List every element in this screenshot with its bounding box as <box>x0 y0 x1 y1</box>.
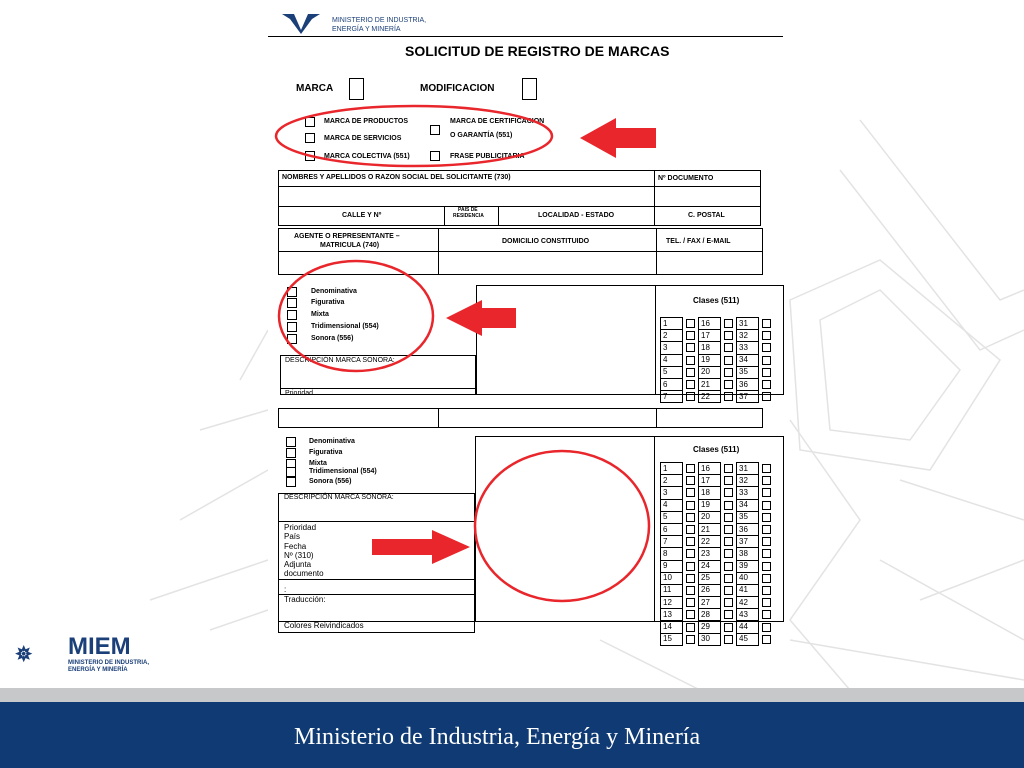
clases_rows_top-row <box>661 366 775 378</box>
clase-checkbox[interactable] <box>759 633 775 645</box>
miem-logo-icon <box>14 626 68 682</box>
clase-number: 25 <box>699 572 721 584</box>
clase-number: 41 <box>737 584 759 596</box>
clase-number: 18 <box>699 487 721 499</box>
prioridad-line-5: documento <box>284 569 324 578</box>
clase-checkbox[interactable] <box>759 621 775 633</box>
clase-checkbox[interactable] <box>683 318 699 330</box>
clase-number: 35 <box>737 366 759 378</box>
clases_rows_full-row <box>661 597 775 609</box>
clase-number: 20 <box>699 366 721 378</box>
clase-checkbox[interactable] <box>759 536 775 548</box>
clase-number: 18 <box>699 342 721 354</box>
clase-number: 17 <box>699 475 721 487</box>
clase-number: 7 <box>661 536 683 548</box>
clase-checkbox[interactable] <box>683 536 699 548</box>
ministry-logo-icon <box>282 14 320 34</box>
certificacion-label-2: O GARANTÍA (551) <box>450 132 513 139</box>
clase-checkbox[interactable] <box>721 463 737 475</box>
clase-number: 1 <box>661 463 683 475</box>
clase-number: 17 <box>699 330 721 342</box>
clase-checkbox[interactable] <box>759 366 775 378</box>
clase-number: 3 <box>661 487 683 499</box>
clase-checkbox[interactable] <box>721 318 737 330</box>
clase-number: 7 <box>661 391 683 403</box>
tel-label: TEL. / FAX / E-MAIL <box>666 238 731 245</box>
clase-checkbox[interactable] <box>759 342 775 354</box>
clase-checkbox[interactable] <box>759 463 775 475</box>
tridimensional-label-1: Tridimensional (554) <box>311 323 379 330</box>
clase-number: 28 <box>699 609 721 621</box>
certificacion-checkbox[interactable] <box>430 125 440 135</box>
colectiva-label: MARCA COLECTIVA (551) <box>324 153 410 160</box>
mixta-label-1: Mixta <box>311 311 329 318</box>
figurativa-checkbox-2[interactable] <box>286 448 296 458</box>
clase-number: 32 <box>737 330 759 342</box>
divider-table <box>278 408 763 428</box>
clase-checkbox[interactable] <box>683 597 699 609</box>
sonora-checkbox-1[interactable] <box>287 334 297 344</box>
clase-number: 34 <box>737 499 759 511</box>
clase-number: 37 <box>737 536 759 548</box>
prioridad-line-3: Nº (310) <box>284 551 314 560</box>
clase-number: 37 <box>737 391 759 403</box>
domicilio-label: DOMICILIO CONSTITUIDO <box>502 238 590 245</box>
clase-checkbox[interactable] <box>683 621 699 633</box>
clase-number: 1 <box>661 318 683 330</box>
clase-number: 34 <box>737 354 759 366</box>
denominativa-checkbox-1[interactable] <box>287 287 297 297</box>
postal-label: C. POSTAL <box>688 212 725 219</box>
clase-checkbox[interactable] <box>683 584 699 596</box>
clase-checkbox[interactable] <box>759 523 775 535</box>
clase-number: 30 <box>699 633 721 645</box>
clase-checkbox[interactable] <box>683 463 699 475</box>
sonora-label-1: Sonora (556) <box>311 335 354 342</box>
modificacion-checkbox[interactable] <box>522 78 537 100</box>
clase-number: 3 <box>661 342 683 354</box>
clase-number: 11 <box>661 584 683 596</box>
clase-number: 24 <box>699 560 721 572</box>
prioridad-line-0: Prioridad <box>284 523 317 532</box>
figurativa-label-2: Figurativa <box>309 449 343 456</box>
clase-number: 43 <box>737 609 759 621</box>
clase-checkbox[interactable] <box>721 378 737 390</box>
form-title: SOLICITUD DE REGISTRO DE MARCAS <box>405 43 670 59</box>
form-header-org-1: MINISTERIO DE INDUSTRIA, <box>332 17 427 24</box>
clase-checkbox[interactable] <box>683 487 699 499</box>
clase-number: 4 <box>661 499 683 511</box>
denominativa-checkbox-2[interactable] <box>286 437 296 447</box>
nombres-label: NOMBRES Y APELLIDOS O RAZON SOCIAL DEL SOLICITANTE (730) <box>282 174 511 181</box>
footer-stripe <box>0 688 1024 702</box>
clase-number: 10 <box>661 572 683 584</box>
clase-checkbox[interactable] <box>683 511 699 523</box>
certificacion-label-1: MARCA DE CERTIFICACION <box>450 118 545 125</box>
clases_rows_top-row <box>661 330 775 342</box>
clases_rows_top-row <box>661 318 775 330</box>
clase-checkbox[interactable] <box>721 560 737 572</box>
clases_rows_full-row <box>661 475 775 487</box>
clase-checkbox[interactable] <box>721 487 737 499</box>
clases_rows_full-row <box>661 487 775 499</box>
clase-checkbox[interactable] <box>759 391 775 403</box>
sonora-label-2: Sonora (556) <box>309 478 352 485</box>
prioridad-line-2: Fecha <box>284 542 307 551</box>
clases_rows_full-row <box>661 572 775 584</box>
clase-checkbox[interactable] <box>721 475 737 487</box>
frase-checkbox[interactable] <box>430 151 440 161</box>
clases_rows_top-row <box>661 378 775 390</box>
marca-checkbox[interactable] <box>349 78 364 100</box>
modificacion-label: MODIFICACION <box>420 83 495 94</box>
tridimensional-label-2: Tridimensional (554) <box>309 468 377 475</box>
clase-checkbox[interactable] <box>759 487 775 499</box>
agente-label-2: MATRICULA (740) <box>320 242 380 249</box>
clase-number: 42 <box>737 597 759 609</box>
clase-checkbox[interactable] <box>721 366 737 378</box>
productos-label: MARCA DE PRODUCTOS <box>324 118 409 125</box>
header-rule <box>268 36 783 37</box>
clases_rows_full-row <box>661 621 775 633</box>
clase-checkbox[interactable] <box>759 584 775 596</box>
clase-number: 33 <box>737 487 759 499</box>
clase-number: 35 <box>737 511 759 523</box>
clase-number: 40 <box>737 572 759 584</box>
clase-number: 36 <box>737 523 759 535</box>
clase-number: 13 <box>661 609 683 621</box>
clases_rows_full-row <box>661 499 775 511</box>
descripcion-label-2: DESCRIPCIÓN MARCA SONORA: <box>284 494 394 501</box>
denominativa-label-1: Denominativa <box>311 288 357 295</box>
clase-checkbox[interactable] <box>721 354 737 366</box>
clases-title-1: Clases (511) <box>693 296 740 305</box>
logo-subtitle <box>68 660 149 674</box>
clases_rows_full-row <box>661 511 775 523</box>
clases_rows_full-row <box>661 609 775 621</box>
clase-checkbox[interactable] <box>759 548 775 560</box>
clase-checkbox[interactable] <box>759 511 775 523</box>
clase-number: 6 <box>661 523 683 535</box>
clase-number: 32 <box>737 475 759 487</box>
servicios-label: MARCA DE SERVICIOS <box>324 135 402 142</box>
clase-checkbox[interactable] <box>759 354 775 366</box>
calle-label: CALLE Y Nº <box>342 212 382 219</box>
clase-checkbox[interactable] <box>759 318 775 330</box>
clase-checkbox[interactable] <box>721 499 737 511</box>
clase-checkbox[interactable] <box>683 609 699 621</box>
trademark-form <box>268 0 783 644</box>
sonora-checkbox-2[interactable] <box>286 477 296 487</box>
clase-number: 5 <box>661 511 683 523</box>
clases_rows_top-row <box>661 342 775 354</box>
logo-subtitle-line-1: MINISTERIO DE INDUSTRIA, <box>68 660 150 666</box>
clases_rows_full-row <box>661 523 775 535</box>
clase-checkbox[interactable] <box>759 597 775 609</box>
clase-checkbox[interactable] <box>683 475 699 487</box>
clase-number: 4 <box>661 354 683 366</box>
clases_rows_full-row <box>661 560 775 572</box>
clase-checkbox[interactable] <box>683 354 699 366</box>
clase-number: 22 <box>699 536 721 548</box>
clase-number: 15 <box>661 633 683 645</box>
clase-checkbox[interactable] <box>683 633 699 645</box>
clase-number: 16 <box>699 463 721 475</box>
clase-number: 31 <box>737 463 759 475</box>
clase-number: 19 <box>699 499 721 511</box>
clases-table-1 <box>660 317 775 403</box>
clase-checkbox[interactable] <box>683 366 699 378</box>
clase-number: 21 <box>699 378 721 390</box>
clase-checkbox[interactable] <box>683 391 699 403</box>
prioridad-line-1: País <box>284 532 301 541</box>
clase-checkbox[interactable] <box>759 572 775 584</box>
clase-checkbox[interactable] <box>759 330 775 342</box>
clase-number: 8 <box>661 548 683 560</box>
denominativa-label-2: Denominativa <box>309 438 355 445</box>
clase-number: 38 <box>737 548 759 560</box>
clase-checkbox[interactable] <box>721 597 737 609</box>
pais-label-2: RESIDENCIA <box>453 213 484 219</box>
clase-number: 44 <box>737 621 759 633</box>
servicios-checkbox[interactable] <box>305 133 315 143</box>
prioridad-line-4: Adjunta <box>284 560 312 569</box>
mixta-label-2: Mixta <box>309 460 327 467</box>
colores-label: Colores Reivindicados <box>284 621 364 630</box>
clase-checkbox[interactable] <box>721 391 737 403</box>
clase-number: 2 <box>661 475 683 487</box>
clases_rows_full-row <box>661 584 775 596</box>
clase-checkbox[interactable] <box>721 536 737 548</box>
clase-number: 22 <box>699 391 721 403</box>
figurativa-label-1: Figurativa <box>311 299 345 306</box>
clase-checkbox[interactable] <box>721 511 737 523</box>
agente-label-1: AGENTE O REPRESENTANTE – <box>294 233 400 240</box>
clase-number: 23 <box>699 548 721 560</box>
clase-checkbox[interactable] <box>721 342 737 354</box>
clase-number: 36 <box>737 378 759 390</box>
clases_rows_full-row <box>661 633 775 645</box>
clase-number: 31 <box>737 318 759 330</box>
clase-checkbox[interactable] <box>759 475 775 487</box>
clase-number: 39 <box>737 560 759 572</box>
frase-label: FRASE PUBLICITARIA <box>450 153 525 160</box>
clase-checkbox[interactable] <box>721 621 737 633</box>
footer-title: Ministerio de Industria, Energía y Minería <box>294 724 701 750</box>
clases_rows_full-row <box>661 548 775 560</box>
documento-label: Nº DOCUMENTO <box>658 175 714 182</box>
clase-number: 19 <box>699 354 721 366</box>
clase-number: 45 <box>737 633 759 645</box>
form-header-org-2: ENERGÍA Y MINERÍA <box>332 26 401 33</box>
prioridad-label-1: Prioridad <box>285 390 314 397</box>
clase-checkbox[interactable] <box>683 378 699 390</box>
clase-checkbox[interactable] <box>721 609 737 621</box>
clases_rows_full-row <box>661 463 775 475</box>
clase-checkbox[interactable] <box>683 330 699 342</box>
clase-number: 12 <box>661 597 683 609</box>
localidad-label: LOCALIDAD - ESTADO <box>538 212 615 219</box>
clase-checkbox[interactable] <box>721 584 737 596</box>
clase-number: 26 <box>699 584 721 596</box>
clase-checkbox[interactable] <box>759 609 775 621</box>
clase-checkbox[interactable] <box>721 572 737 584</box>
clases-title-2: Clases (511) <box>693 445 740 454</box>
clase-number: 5 <box>661 366 683 378</box>
clase-number: 21 <box>699 523 721 535</box>
clase-checkbox[interactable] <box>683 499 699 511</box>
clase-checkbox[interactable] <box>683 560 699 572</box>
clase-checkbox[interactable] <box>683 342 699 354</box>
logo-subtitle-line-2: ENERGÍA Y MINERÍA <box>68 667 128 673</box>
clase-checkbox[interactable] <box>759 378 775 390</box>
clase-checkbox[interactable] <box>721 523 737 535</box>
descripcion-label-1: DESCRIPCIÓN MARCA SONORA: <box>285 357 395 364</box>
tridimensional-checkbox-2[interactable] <box>286 467 296 477</box>
productos-checkbox[interactable] <box>305 117 315 127</box>
clases-table-2 <box>660 462 775 646</box>
clase-number: 2 <box>661 330 683 342</box>
clase-checkbox[interactable] <box>759 560 775 572</box>
colon-mark: : <box>284 585 287 594</box>
clase-number: 9 <box>661 560 683 572</box>
clase-checkbox[interactable] <box>683 523 699 535</box>
clase-number: 33 <box>737 342 759 354</box>
clase-number: 16 <box>699 318 721 330</box>
mixta-checkbox-1[interactable] <box>287 310 297 320</box>
pais-label-1: PAIS DE <box>458 207 478 213</box>
tridimensional-checkbox-1[interactable] <box>287 322 297 332</box>
figurativa-checkbox-1[interactable] <box>287 298 297 308</box>
clase-number: 29 <box>699 621 721 633</box>
colectiva-checkbox[interactable] <box>305 151 315 161</box>
marca-label: MARCA <box>296 83 334 94</box>
clases_rows_full-row <box>661 536 775 548</box>
clase-checkbox[interactable] <box>683 572 699 584</box>
clase-checkbox[interactable] <box>721 633 737 645</box>
clase-number: 27 <box>699 597 721 609</box>
clases_rows_top-row <box>661 391 775 403</box>
clase-number: 14 <box>661 621 683 633</box>
clases_rows_top-row <box>661 354 775 366</box>
traduccion-label: Traducción: <box>284 595 326 604</box>
clase-checkbox[interactable] <box>721 330 737 342</box>
clase-number: 6 <box>661 378 683 390</box>
clase-number: 20 <box>699 511 721 523</box>
logo-wordmark: MIEM <box>68 633 131 660</box>
clase-checkbox[interactable] <box>721 548 737 560</box>
clase-checkbox[interactable] <box>683 548 699 560</box>
clase-checkbox[interactable] <box>759 499 775 511</box>
